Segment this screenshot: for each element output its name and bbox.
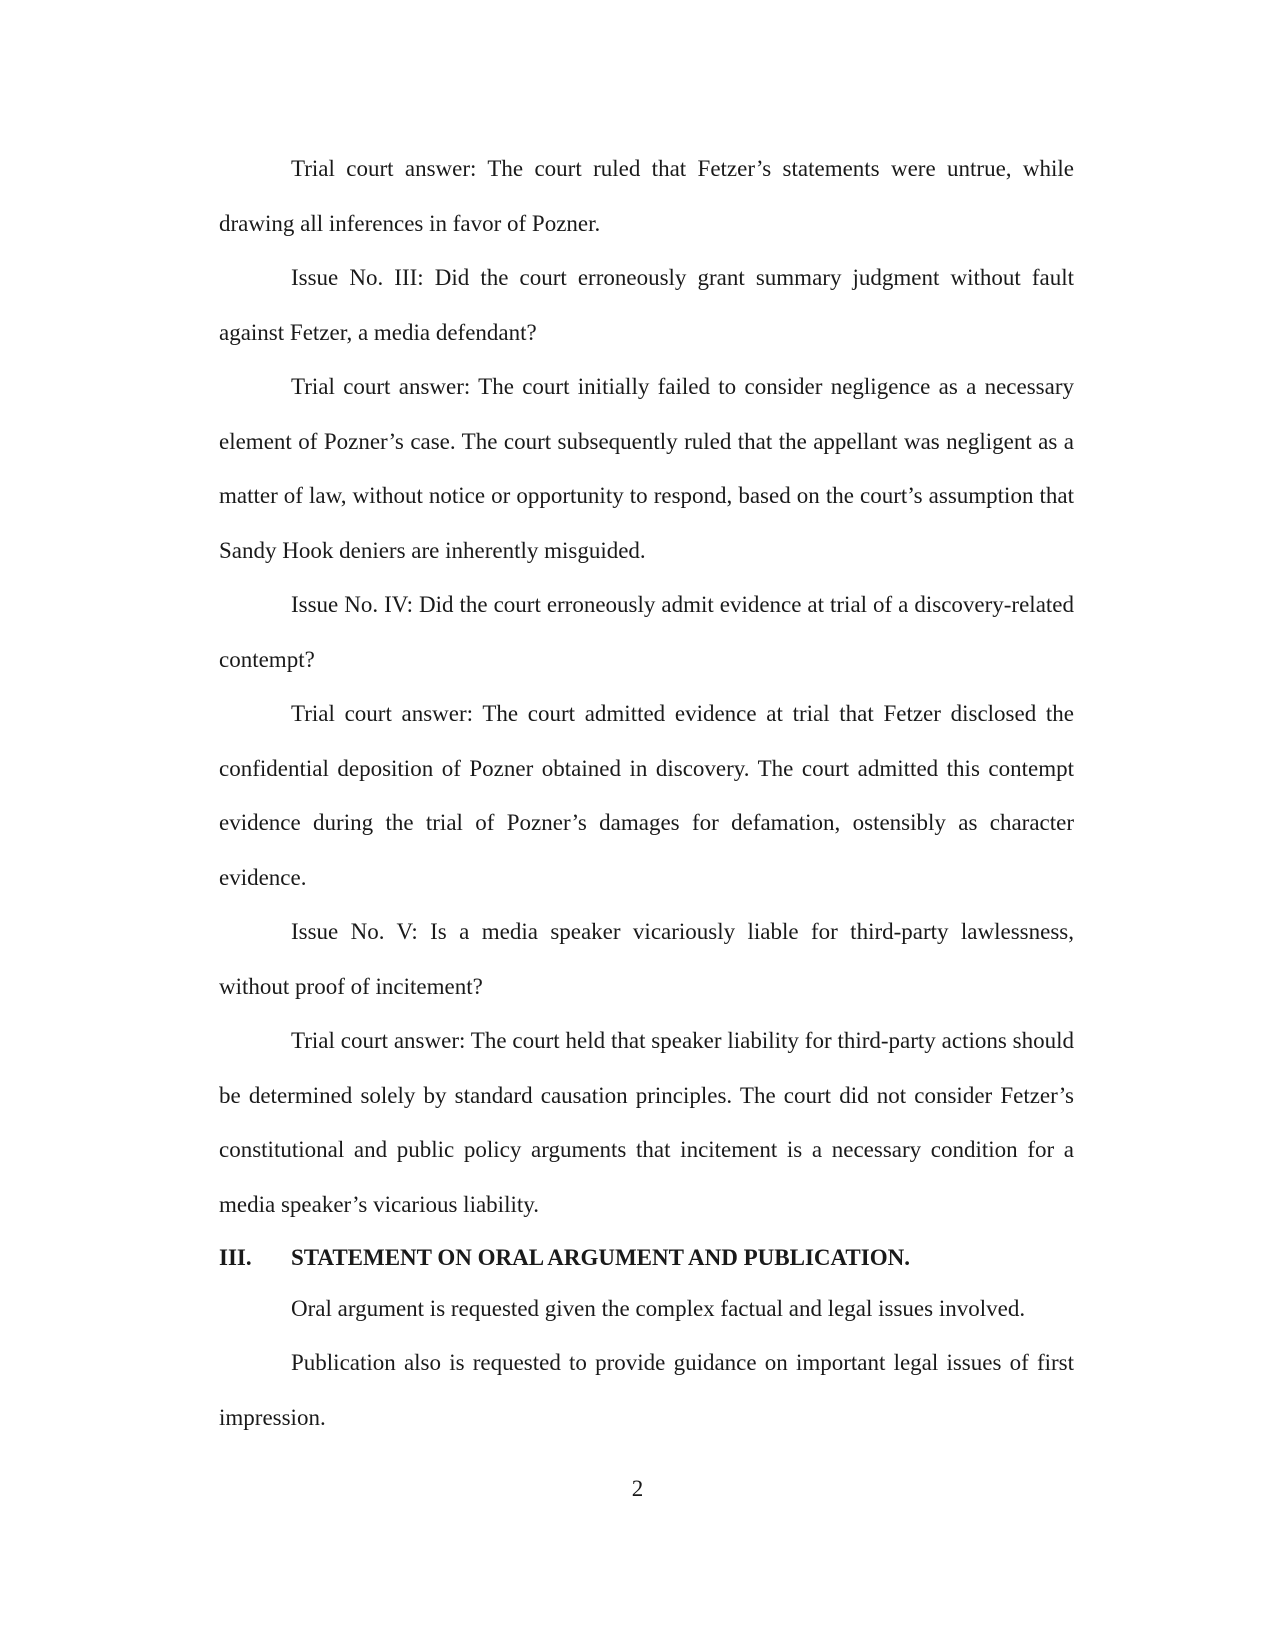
paragraph-issue-5: Issue No. V: Is a media speaker vicariously liable for third-party lawlessness, without proof of incitement? [219, 919, 1074, 999]
paragraph-issue-4: Issue No. IV: Did the court erroneously admit evidence at trial of a discovery-related contempt? [219, 592, 1074, 672]
section-heading [219, 1231, 1074, 1285]
paragraph-trial-answer-4: Trial court answer: The court admitted evidence at trial that Fetzer disclosed the confidential deposition of Pozner obtained in discovery. The court admitted this contempt evidence during the trial of Pozner’s damages for defamation, ostensibly as character evidence. [219, 701, 1074, 890]
paragraph-issue-3: Issue No. III: Did the court erroneously grant summary judgment without fault against Fetzer, a media defendant? [219, 265, 1074, 345]
paragraph-publication: Publication also is requested to provide guidance on important legal issues of first impression. [219, 1350, 1074, 1430]
paragraph-trial-answer-2: Trial court answer: The court ruled that Fetzer’s statements were untrue, while drawing all inferences in favor of Pozner. [219, 156, 1074, 236]
paragraph-oral-argument: Oral argument is requested given the complex factual and legal issues involved. [291, 1296, 1026, 1321]
page-number: 2 [631, 1476, 644, 1501]
paragraph-trial-answer-5: Trial court answer: The court held that speaker liability for third-party actions should be determined solely by standard causation principles. The court did not consider Fetzer’s constitutional and public policy arguments that incitement is a necessary condition for a media speaker’s vicarious liability. [219, 1028, 1074, 1217]
section-title: STATEMENT ON ORAL ARGUMENT AND PUBLICATION. [291, 1245, 910, 1270]
section-number: III. [219, 1245, 252, 1270]
paragraph-trial-answer-3: Trial court answer: The court initially failed to consider negligence as a necessary element of Pozner’s case. The court subsequently ruled that the appellant was negligent as a matter of law, without notice or opportunity to respond, based on the court’s assumption that Sandy Hook deniers are inherently misguided. [219, 374, 1074, 563]
